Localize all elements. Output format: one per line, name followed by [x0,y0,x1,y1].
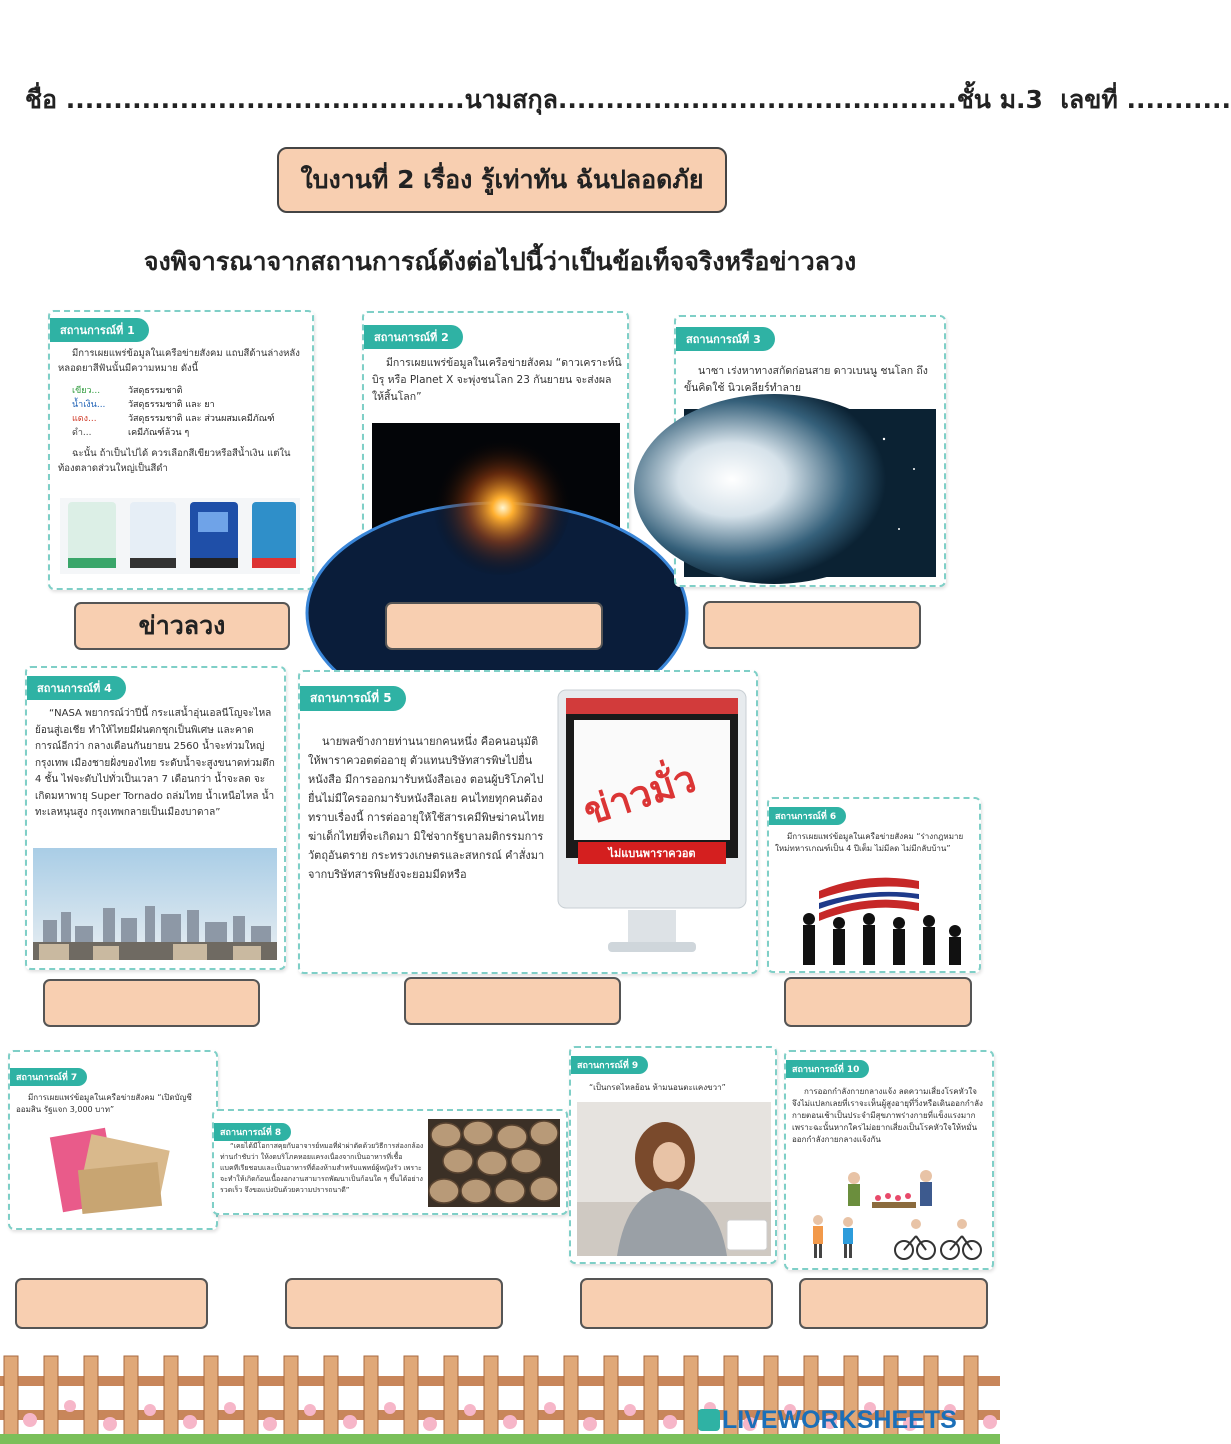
situation-2-answer[interactable] [385,602,603,650]
situation-9-answer[interactable] [580,1278,773,1329]
legend-key: น้ำเงิน... [72,400,106,410]
situation-8-tag: สถานการณ์ที่ 8 [214,1123,291,1141]
legend-key: แดง... [72,414,97,424]
situation-1-answer[interactable]: ข่าวลวง [74,602,290,650]
worksheet-title-text: ใบงานที่ 2 เรื่อง รู้เท่าทัน ฉันปลอดภัย [300,165,704,194]
situation-5-tag: สถานการณ์ที่ 5 [300,686,406,711]
situation-5-text: นายพลข้างกายท่านนายกคนหนึ่ง คือคนอนุมัติให้พาราควอตต่ออายุ ตัวแทนบริษัทสารพิษไปยื่นหนังสือ มีการออกมารับหนังสือเอง ตอนผู้บริโภคไปยื่นไม่มีใครออกมารับหนังสือเลย คนไทยทุกคนต้องทราบเรื่องนี้ การต่ออายุให้ใช้สารเคมีพิษฆ่าคนไทย ฆ่าเด็กไทยที่จะเกิดมา มิใช่จากรัฐบาลมติกรรมการวัตถุอันตราย กระทรวงเกษตรและสหกรณ์ คำสั่งมาจากบริษัทสารพิษยังจะยอมมีดหรือ [308,735,545,881]
situation-6-tag: สถานการณ์ที่ 6 [769,807,846,825]
legend-value: วัสดุธรรมชาติ และ ส่วนผสมเคมีภัณฑ์ [128,414,275,424]
situation-4-text: “NASA พยากรณ์ว่าปีนี้ กระแสน้ำอุ่นเอลนีโญจะไหลย้อนสู่เอเชีย ทำให้ไทยมีฝนตกชุกเป็นพิเศษ และคาดการณ์อีกว่า กลางเดือนกันยายน 2560 น้ำจะท่วมใหญ่กรุงเทพ เมืองชายฝั่งของไทย ระดับน้ำจะสูงขนาดท่วมตึก 4 ชั้น ไฟจะดับไปทั่วเป็นเวลา 7 เดือนกว่า น้ำจะลด จะเกิดมหาพายุ Super Tornado ถล่มไทย น้ำเหนือไหล น้ำทะเลหนุนสูง กรุงเทพกลายเป็นเมืองบาดาล” [35,708,275,818]
situation-3-card [674,315,946,587]
situation-10-card [784,1050,994,1270]
situation-7-answer[interactable] [15,1278,208,1329]
situation-3-text: นาซา เร่งหาทางสกัดก่อนสาย ดาวเบนนู ชนโลก ถึงขั้นคิดใช้ นิวเคลียร์ทำลาย [684,365,928,394]
situation-5-card [298,670,758,974]
situation-9-text: “เป็นกรดไหลย้อน ห้ามนอนตะแคงขวา” [589,1083,726,1092]
name-label: ชื่อ [25,85,57,114]
situation-1-tag: สถานการณ์ที่ 1 [50,318,149,342]
situation-3-tag: สถานการณ์ที่ 3 [676,327,775,351]
situation-1-card [48,310,314,590]
tube-teal [252,502,296,568]
monitor-illustration [558,690,750,962]
legend-row [72,384,308,398]
situation-6-card [767,797,981,973]
situation-9-tag: สถานการณ์ที่ 9 [571,1056,648,1074]
elderly-exercise-image [798,1166,984,1262]
situation-2-text: มีการเผยแพร่ข้อมูลในเครือข่ายสังคม “ดาวเคราะห์นิบิรุ หรือ Planet X จะพุ่งชนโลก 23 กันยายน จะส่งผลให้สิ้นโลก” [372,357,622,403]
situation-7-card [8,1050,218,1230]
situation-8-card [212,1109,568,1215]
legend-key: เขียว... [72,386,101,396]
tube-green [68,502,116,568]
liveworksheets-logo [698,1406,957,1435]
logo-text: LIVEWORKSHEETS [722,1406,957,1434]
situation-1-text2: ฉะนั้น ถ้าเป็นไปได้ ควรเลือกสีเขียวหรือสีน้ำเงิน แต่ในท้องตลาดส่วนใหญ่เป็นสีดำ [58,448,291,474]
situation-10-answer[interactable] [799,1278,988,1329]
surname-label: นามสกุล [464,85,558,114]
soldiers-flag-image [789,861,969,965]
situation-4-answer[interactable] [43,979,260,1027]
legend-value: วัสดุธรรมชาติ [128,386,183,396]
situation-1-legend [72,384,308,440]
situation-10-tag: สถานการณ์ที่ 10 [786,1060,869,1078]
fake-news-stamp: ข่าวมั่ว [578,756,702,834]
situation-6-answer[interactable] [784,977,972,1027]
situation-4-tag: สถานการณ์ที่ 4 [27,676,126,700]
situation-4-card [25,666,286,970]
bankbook-money-image [46,1122,176,1222]
woman-on-sofa-image [577,1102,771,1256]
situation-8-text: “เคยได้มีโอกาสคุยกับอาจารย์หมอที่ฝ่าผ่าตัดด้วยวิธีการส่องกล้อง ท่านกำชับว่า ให้งดบริโภคหอยแครงเนื่องจากเป็นอาหารที่เชื้อแบคทีเรียชอบและเป็นอาหารที่ต้องห้ามสำหรับแพทย์ผู้หญิงรัว เพราะจะทำให้เกิดก้อนเนื้องอกงานสามารถพัฒนาเป็นก้อนใด ๆ ขึ้นได้อย่างรวดเร็ว จึงขอแบ่งปันด้วยความปรารถนาดี” [220,1142,424,1194]
logo-icon [698,1409,720,1431]
legend-row [72,412,308,426]
legend-key: ดำ... [72,428,92,438]
legend-value: วัสดุธรรมชาติ และ ยา [128,400,215,410]
class-label: ชั้น ม.3 [956,85,1043,114]
situation-8-answer[interactable] [285,1278,503,1329]
tube-blue [190,502,238,568]
bangkok-skyline-image [33,848,277,960]
legend-row [72,398,308,412]
situation-2-tag: สถานการณ์ที่ 2 [364,325,463,349]
screen-banner: ไม่แบนพาราควอต [578,842,726,864]
situation-9-card [569,1046,777,1264]
situation-3-answer[interactable] [703,601,921,649]
student-info-line [25,80,1231,120]
monitor-icon [558,690,750,962]
number-dots: ........... [1126,85,1231,114]
asteroid-space-image [684,409,936,577]
situation-1-text: มีการเผยแพร่ข้อมูลในเครือข่ายสังคม แถบสีด้านล่างหลังหลอดยาสีฟันนั้นมีความหมาย ดังนี้ [58,348,300,374]
surname-dots: .......................................... [557,85,957,114]
worksheet-title [277,147,727,213]
number-label: เลขที่ [1060,85,1118,114]
situation-2-card [362,311,629,591]
name-dots: .......................................... [65,85,465,114]
situation-7-text: มีการเผยแพร่ข้อมูลในเครือข่ายสังคม “เปิดบัญชีออมสิน รัฐแจก 3,000 บาท” [16,1093,192,1114]
instruction: จงพิจารณาจากสถานการณ์ดังต่อไปนี้ว่าเป็นข้อเท็จจริงหรือข่าวลวง [143,247,857,276]
toothpaste-tubes-image [60,498,300,574]
earth-sunrise-image [372,423,620,583]
tube-white [130,502,176,568]
situation-6-text: มีการเผยแพร่ข้อมูลในเครือข่ายสังคม “ร่างกฎหมายใหม่ทหารเกณฑ์เป็น 4 ปีเต็ม ไม่มีลด ไม่มีกลับบ้าน” [775,832,964,853]
situation-7-tag: สถานการณ์ที่ 7 [10,1068,87,1086]
legend-value: เคมีภัณฑ์ล้วน ๆ [128,428,190,438]
situation-5-answer[interactable] [404,977,621,1025]
situation-10-text: การออกกำลังกายกลางแจ้ง ลดความเสี่ยงโรคหัวใจ จึงไม่แปลกเลยที่เราจะเห็นผู้สูงอายุที่วิ่งหรือเดินออกกำลังกายตอนเช้าเป็นประจำมีสุขภาพร่างกายที่แข็งแรงมาก เพราะฉะนั้นหากใครไม่อยากเสี่ยงเป็นโรคหัวใจให้หมั่นออกกำลังกายกลางแจ้งกัน [792,1087,983,1144]
legend-row [72,426,308,440]
cockles-image [428,1119,560,1207]
